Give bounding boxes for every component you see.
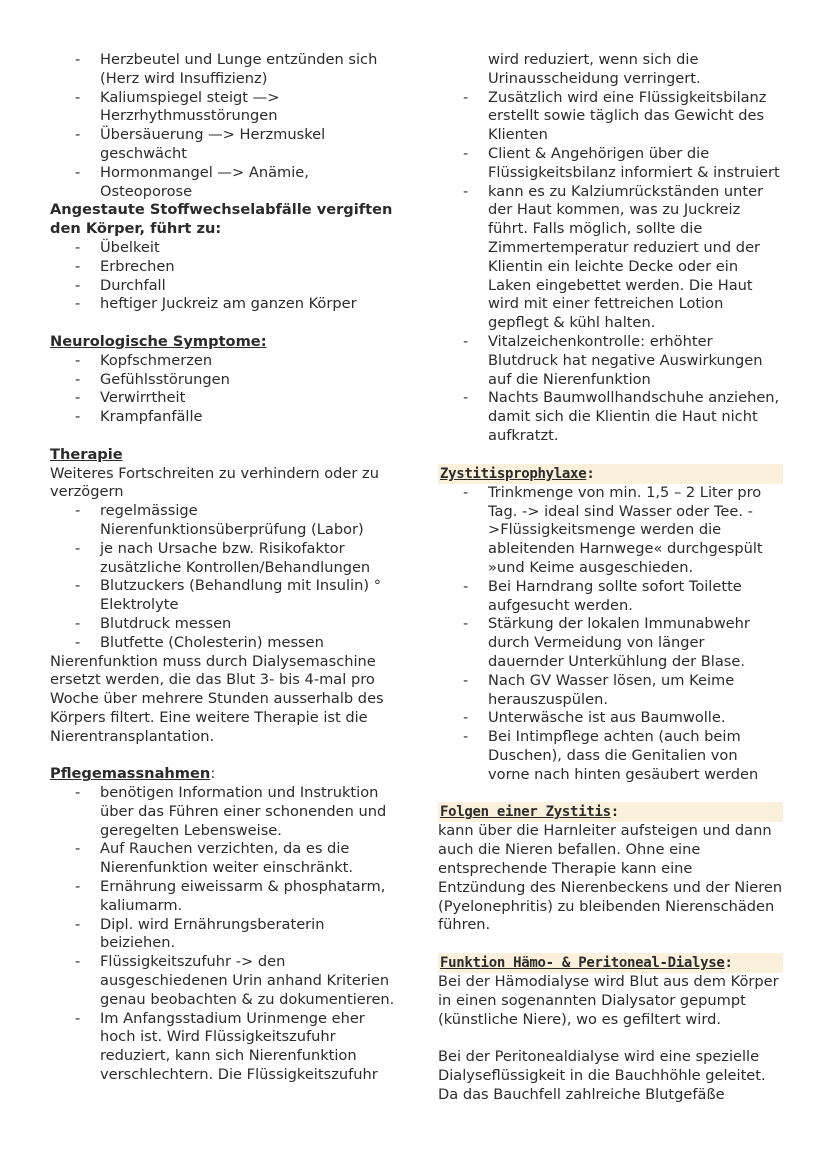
- list-item: - heftiger Juckreiz am ganzen Körper: [50, 295, 395, 314]
- pflege-heading-colon: :: [210, 765, 216, 783]
- list-item: - Nachts Baumwollhandschuhe anziehen, damit sich die Klientin die Haut nicht aufkratzt.: [438, 389, 783, 445]
- therapie-heading: Therapie: [50, 445, 123, 463]
- dialyse-heading-colon: :: [724, 955, 733, 972]
- folgen-heading-text: Folgen einer Zystitis: [440, 804, 611, 821]
- list-item: - Trinkmenge von min. 1,5 – 2 Liter pro Tag. -> ideal sind Wasser oder Tee. ->Flüssigkeitsmenge werden die ableitenden Harnwege« durchgespült »und Keime ausgeschieden.: [438, 484, 783, 578]
- list-item: - Dipl. wird Ernährungsberaterin beiziehen.: [50, 916, 395, 954]
- folgen-text: kann über die Harnleiter aufsteigen und dann auch die Nieren befallen. Ohne eine entsprechende Therapie kann eine Entzündung des Nierenbeckens und der Nieren (Pyelonephritis) zu bleibenden Nierenschäden führen.: [438, 822, 783, 934]
- zyst-heading-colon: :: [586, 465, 595, 482]
- folgen-heading: [438, 802, 783, 822]
- list-item: - Stärkung der lokalen Immunabwehr durch Vermeidung von länger dauernder Unterkühlung der Blase.: [438, 615, 783, 671]
- list-item: - Nach GV Wasser lösen, um Keime herauszuspülen.: [438, 672, 783, 710]
- pflege-list-continued: [438, 89, 783, 446]
- list-item: - Client & Angehörigen über die Flüssigkeitsbilanz informiert & instruiert: [438, 145, 783, 183]
- list-item: - Gefühlsstörungen: [50, 371, 395, 390]
- right-column: [438, 51, 783, 1105]
- list-item: - Bei Harndrang sollte sofort Toilette aufgesucht werden.: [438, 578, 783, 616]
- list-item: - benötigen Information und Instruktion über das Führen einer schonenden und geregelten Lebensweise.: [50, 784, 395, 840]
- list-item: - Herzbeutel und Lunge entzünden sich (Herz wird Insuffizienz): [50, 51, 395, 89]
- pflege-heading: Pflegemassnahmen: [50, 765, 211, 783]
- list-item: - Vitalzeichenkontrolle: erhöhter Blutdruck hat negative Auswirkungen auf die Nierenfunktion: [438, 333, 783, 389]
- list-item: - regelmässige Nierenfunktionsüberprüfung (Labor): [50, 502, 395, 540]
- zystitisprophylaxe-heading: [438, 464, 783, 484]
- list-item: - Hormonmangel —> Anämie, Osteoporose: [50, 164, 395, 202]
- complications-list: [50, 51, 395, 201]
- pflege-continuation: wird reduziert, wenn sich die Urinausscheidung verringert.: [488, 51, 701, 87]
- list-item: - Durchfall: [50, 277, 395, 296]
- toxins-heading: Angestaute Stoffwechselabfälle vergiften den Körper, führt zu:: [50, 201, 393, 238]
- list-item: - kann es zu Kalziumrückständen unter der Haut kommen, was zu Juckreiz führt. Falls möglich, sollte die Zimmertemperatur reduziert und der Klientin ein leichte Decke oder ein Laken eingebettet werden. Die Haut wird mit einer fettreichen Lotion gepflegt & kühl halten.: [438, 183, 783, 333]
- list-item: - Zusätzlich wird eine Flüssigkeitsbilanz erstellt sowie täglich das Gewicht des Klienten: [438, 89, 783, 145]
- zyst-heading-text: Zystitisprophylaxe: [440, 465, 587, 482]
- list-item: - Auf Rauchen verzichten, da es die Nierenfunktion weiter einschränkt.: [50, 840, 395, 878]
- list-item: - Flüssigkeitszufuhr -> den ausgeschiedenen Urin anhand Kriterien genau beobachten & zu dokumentieren.: [50, 953, 395, 1009]
- dialyse-text-2: Bei der Peritonealdialyse wird eine spezielle Dialyseflüssigkeit in die Bauchhöhle geleitet. Da das Bauchfell zahlreiche Blutgefäße: [438, 1048, 766, 1104]
- list-item: - Blutzuckers (Behandlung mit Insulin) ° Elektrolyte: [50, 577, 395, 615]
- list-item: - Übelkeit: [50, 239, 395, 258]
- list-item: - Bei Intimpflege achten (auch beim Duschen), dass die Genitalien von vorne nach hinten gesäubert werden: [438, 728, 783, 784]
- folgen-heading-colon: :: [610, 804, 619, 821]
- list-item: - je nach Ursache bzw. Risikofaktor zusätzliche Kontrollen/Behandlungen: [50, 540, 395, 578]
- list-item: - Im Anfangsstadium Urinmenge eher hoch ist. Wird Flüssigkeitszufuhr reduziert, kann sich Nierenfunktion verschlechtern. Die Flüssigkeitszufuhr: [50, 1010, 395, 1085]
- neuro-list: [50, 352, 395, 427]
- dialyse-heading: [438, 953, 783, 973]
- list-item: - Verwirrtheit: [50, 389, 395, 408]
- zyst-list: [438, 484, 783, 785]
- dialyse-text-1: Bei der Hämodialyse wird Blut aus dem Körper in einen sogenannten Dialysator gepumpt (künstliche Niere), wo es gefiltert wird.: [438, 973, 779, 1028]
- list-item: - Krampfanfälle: [50, 408, 395, 427]
- list-item: - Ernährung eiweissarm & phosphatarm, kaliumarm.: [50, 878, 395, 916]
- pflege-list: [50, 784, 395, 1085]
- pflege-heading-line: [50, 765, 395, 784]
- left-column: [50, 51, 395, 1085]
- list-item: - Blutdruck messen: [50, 615, 395, 634]
- therapie-text: Nierenfunktion muss durch Dialysemaschine ersetzt werden, die das Blut 3- bis 4-mal pro Woche über mehrere Stunden ausserhalb des Körpers filtert. Eine weitere Therapie ist die Nierentransplantation.: [50, 652, 384, 745]
- list-item: - Kaliumspiegel steigt —> Herzrhythmusstörungen: [50, 89, 395, 127]
- neuro-heading: Neurologische Symptome:: [50, 332, 267, 350]
- therapie-list: [50, 502, 395, 652]
- dialyse-heading-text: Funktion Hämo- & Peritoneal-Dialyse: [440, 955, 725, 972]
- therapie-intro: Weiteres Fortschreiten zu verhindern oder zu verzögern: [50, 464, 379, 501]
- list-item: - Übersäuerung —> Herzmuskel geschwächt: [50, 126, 395, 164]
- list-item: - Kopfschmerzen: [50, 352, 395, 371]
- toxins-list: [50, 239, 395, 314]
- list-item: - Erbrechen: [50, 258, 395, 277]
- list-item: - Unterwäsche ist aus Baumwolle.: [438, 709, 783, 728]
- list-item: - Blutfette (Cholesterin) messen: [50, 634, 395, 653]
